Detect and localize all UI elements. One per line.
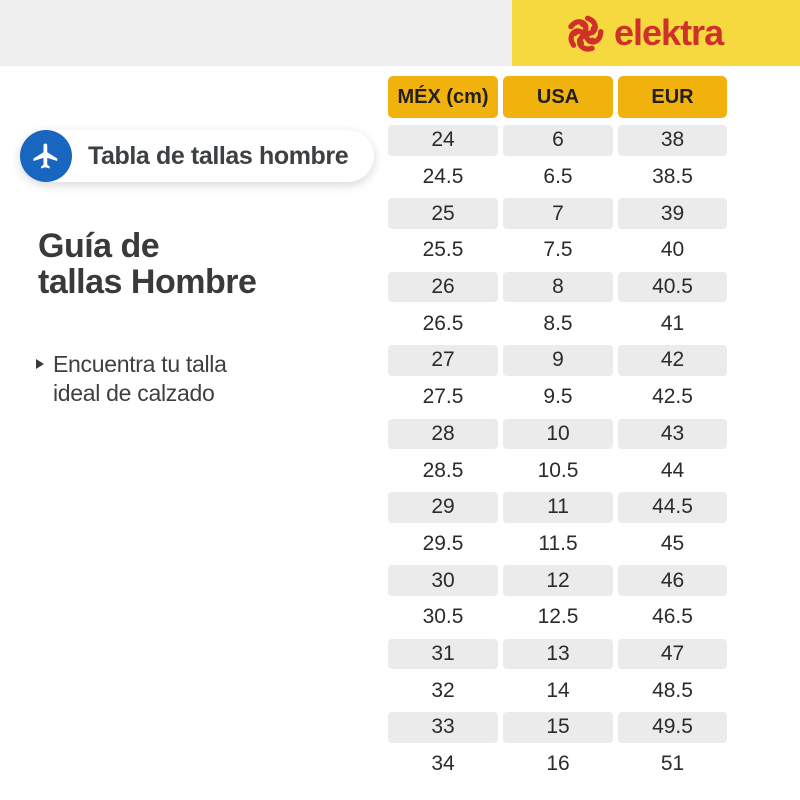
column-header-eur: EUR [618, 76, 727, 118]
elektra-logo-banner [512, 0, 800, 66]
table-cell-mex: 26.5 [422, 311, 464, 335]
table-cell-mex: 32 [431, 678, 455, 702]
table-row [388, 122, 727, 159]
table-cell-eur: 38.5 [652, 165, 693, 189]
table-row [388, 232, 727, 269]
table-cell-eur: 38 [618, 125, 727, 156]
elektra-swirl-icon [564, 13, 606, 55]
table-cell-eur: 44.5 [618, 492, 727, 523]
table-cell-mex: 24.5 [422, 165, 464, 189]
table-cell-usa: 7.5 [543, 238, 573, 262]
table-cell-usa: 15 [503, 712, 613, 743]
table-cell-eur: 41 [660, 311, 685, 335]
table-row [388, 562, 727, 599]
table-cell-usa: 12 [503, 565, 613, 596]
table-cell-usa: 6.5 [543, 165, 573, 189]
bullet-triangle-icon [36, 359, 44, 369]
note-item [36, 350, 227, 408]
table-cell-eur: 42.5 [652, 385, 693, 409]
table-cell-usa: 10 [503, 419, 613, 450]
table-row [388, 195, 727, 232]
table-cell-eur: 47 [618, 639, 727, 670]
table-cell-eur: 40 [660, 238, 685, 262]
table-cell-mex: 30.5 [422, 605, 464, 629]
table-row [388, 672, 727, 709]
badge-label: Tabla de tallas hombre [88, 141, 349, 170]
table-cell-eur: 46 [618, 565, 727, 596]
table-row [388, 636, 727, 673]
table-cell-usa: 9 [503, 345, 613, 376]
column-header-mex: MÉX (cm) [388, 76, 498, 118]
table-row [388, 416, 727, 453]
elektra-brand-text: elektra [614, 12, 724, 53]
table-cell-mex: 25.5 [422, 238, 464, 262]
note-text-line2: ideal de calzado [53, 380, 215, 406]
table-cell-eur: 45 [660, 531, 685, 555]
note-text [53, 350, 227, 408]
table-cell-usa: 13 [503, 639, 613, 670]
table-cell-mex: 26 [388, 272, 498, 303]
badge-circle [20, 130, 72, 182]
table-cell-mex: 27.5 [422, 385, 464, 409]
note-text-line1: Encuentra tu talla [53, 351, 227, 377]
table-cell-mex: 30 [388, 565, 498, 596]
table-cell-eur: 49.5 [618, 712, 727, 743]
table-row [388, 342, 727, 379]
table-cell-mex: 28.5 [422, 458, 464, 482]
table-cell-mex: 33 [388, 712, 498, 743]
table-cell-usa: 11 [503, 492, 613, 523]
table-row [388, 599, 727, 636]
table-row [388, 269, 727, 306]
table-cell-mex: 27 [388, 345, 498, 376]
table-header-row [388, 76, 727, 118]
table-cell-mex: 31 [388, 639, 498, 670]
table-cell-mex: 25 [388, 198, 498, 229]
table-cell-mex: 29.5 [422, 531, 464, 555]
table-row [388, 709, 727, 746]
table-cell-eur: 42 [618, 345, 727, 376]
table-cell-usa: 14 [546, 678, 570, 702]
table-cell-mex: 29 [388, 492, 498, 523]
table-cell-usa: 8.5 [543, 311, 573, 335]
size-table [388, 76, 727, 782]
table-cell-usa: 6 [503, 125, 613, 156]
table-cell-eur: 48.5 [652, 678, 693, 702]
table-cell-eur: 51 [660, 752, 685, 776]
airplane-icon [31, 141, 61, 171]
table-row [388, 379, 727, 416]
column-header-usa: USA [503, 76, 613, 118]
table-cell-usa: 16 [546, 752, 570, 776]
page-title-line2: tallas Hombre [38, 263, 257, 301]
table-row [388, 305, 727, 342]
table-cell-usa: 10.5 [537, 458, 579, 482]
table-row [388, 526, 727, 563]
table-cell-usa: 12.5 [537, 605, 579, 629]
table-cell-eur: 40.5 [618, 272, 727, 303]
table-row [388, 746, 727, 783]
table-cell-usa: 8 [503, 272, 613, 303]
table-cell-eur: 39 [618, 198, 727, 229]
table-row [388, 489, 727, 526]
table-body [388, 122, 727, 782]
table-cell-mex: 34 [431, 752, 455, 776]
table-cell-eur: 43 [618, 419, 727, 450]
page-title [38, 228, 256, 300]
page-title-line1: Guía de [38, 227, 160, 265]
table-cell-usa: 11.5 [538, 531, 578, 555]
table-cell-usa: 7 [503, 198, 613, 229]
table-cell-eur: 46.5 [652, 605, 693, 629]
table-cell-usa: 9.5 [543, 385, 573, 409]
table-cell-mex: 24 [388, 125, 498, 156]
table-cell-mex: 28 [388, 419, 498, 450]
size-chart-badge [20, 130, 374, 182]
table-row [388, 452, 727, 489]
table-cell-eur: 44 [660, 458, 685, 482]
table-row [388, 159, 727, 196]
